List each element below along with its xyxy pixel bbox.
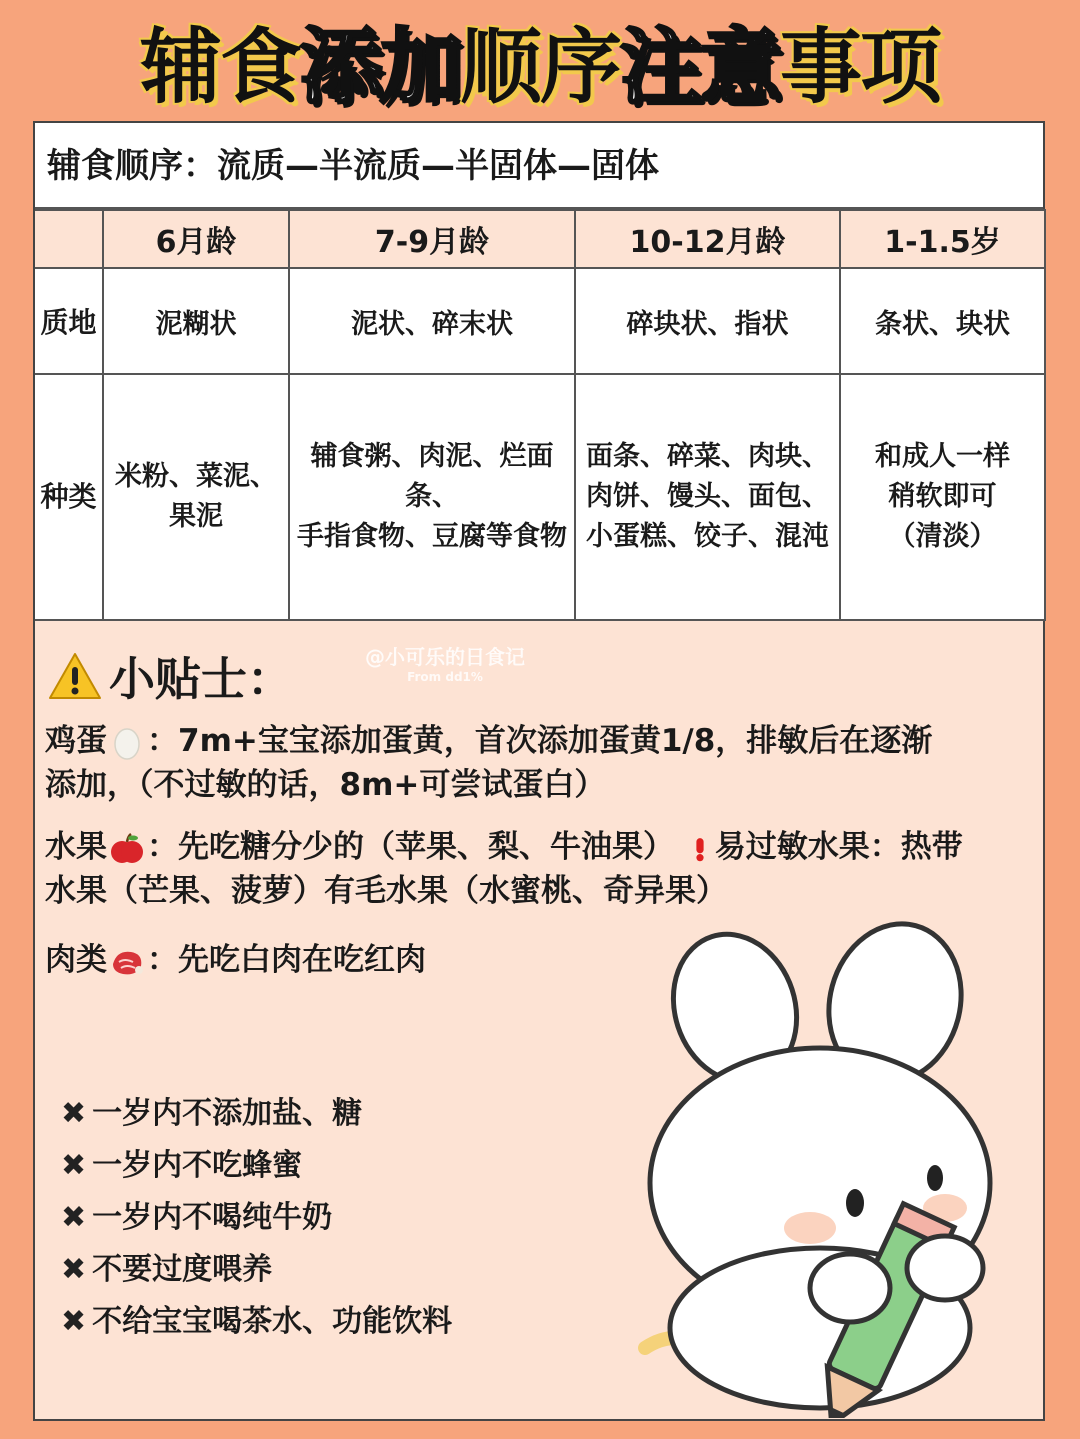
title-part: 注意 [620, 19, 781, 115]
exclamation-icon [687, 831, 713, 867]
table-header-cell: 1-1.5岁 [840, 210, 1045, 268]
watermark-text: @小可乐的日食记 [365, 645, 525, 669]
tip-text: ：先吃糖分少的（苹果、梨、牛油果） [147, 829, 674, 865]
tip-label: 肉类 [45, 942, 107, 978]
tip-text: 添加，（不过敏的话，8m+可尝试蛋白） [45, 767, 606, 803]
cell-line: 稍软即可 [888, 481, 997, 512]
bunny-illustration [605, 908, 1045, 1418]
tip-text: 水果（芒果、菠萝）有毛水果（水蜜桃、奇异果） [45, 873, 727, 909]
tips-heading [47, 643, 293, 709]
info-card [33, 121, 1045, 1421]
title-part: 辅食 [139, 19, 300, 115]
list-item-text: 一岁内不添加盐、糖 [92, 1096, 363, 1131]
meat-icon [109, 944, 145, 980]
cell-line: （清淡） [888, 521, 997, 552]
table-header-row [35, 210, 1045, 268]
egg-icon [109, 725, 145, 761]
tips-title: 小贴士： [109, 652, 293, 706]
list-item-text: 不给宝宝喝茶水、功能饮料 [92, 1304, 453, 1339]
table-header-cell: 6月龄 [103, 210, 289, 268]
list-item-text: 一岁内不吃蜂蜜 [92, 1148, 303, 1183]
title-part: 添加 [299, 19, 460, 115]
feeding-order: 辅食顺序：流质—半流质—半固体—固体 [35, 123, 1043, 209]
tip-text: 易过敏水果：热带 [714, 829, 963, 865]
cell-line: 肉饼、馒头、面包、 [586, 481, 829, 512]
cell-line: 米粉、菜泥、 [115, 461, 277, 492]
x-mark-icon: ✖ [61, 1252, 87, 1287]
table-cell [575, 374, 840, 620]
list-item-text: 一岁内不喝纯牛奶 [92, 1200, 333, 1235]
age-table [35, 209, 1046, 621]
cell-line: 手指食物、豆腐等食物 [297, 521, 567, 552]
x-mark-icon: ✖ [61, 1304, 87, 1339]
apple-icon [109, 831, 145, 867]
warning-icon [47, 651, 103, 701]
title-part: 顺序 [459, 19, 620, 115]
table-cell: 泥状、碎末状 [289, 268, 575, 374]
table-row-kinds [35, 374, 1045, 620]
table-cell [289, 374, 575, 620]
table-cell: 碎块状、指状 [575, 268, 840, 374]
tip-text: ：7m+宝宝添加蛋黄，首次添加蛋黄1/8，排敏后在逐渐 [147, 723, 933, 759]
cell-line: 辅食粥、肉泥、烂面条、 [310, 441, 554, 512]
table-cell: 条状、块状 [840, 268, 1045, 374]
tip-label: 水果 [45, 829, 107, 865]
list-item-text: 不要过度喂养 [92, 1252, 273, 1287]
table-header-cell: 7-9月龄 [289, 210, 575, 268]
x-mark-icon: ✖ [61, 1096, 87, 1131]
watermark [365, 641, 525, 684]
watermark-sub: From dd1% [407, 670, 483, 684]
cell-line: 面条、碎菜、肉块、 [586, 441, 829, 472]
table-cell: 泥糊状 [103, 268, 289, 374]
list-item [61, 1244, 452, 1296]
tip-text: ：先吃白肉在吃红肉 [147, 942, 426, 978]
donts-list [61, 1088, 452, 1348]
tip-label: 鸡蛋 [45, 723, 107, 759]
x-mark-icon: ✖ [61, 1148, 87, 1183]
row-label: 种类 [35, 374, 103, 620]
table-cell [840, 374, 1045, 620]
table-header-cell [35, 210, 103, 268]
title-part: 事项 [780, 19, 941, 115]
x-mark-icon: ✖ [61, 1200, 87, 1235]
cell-line: 小蛋糕、饺子、混沌 [586, 521, 829, 552]
table-cell [103, 374, 289, 620]
table-header-cell: 10-12月龄 [575, 210, 840, 268]
table-row-texture [35, 268, 1045, 374]
list-item [61, 1088, 452, 1140]
cell-line: 果泥 [169, 501, 223, 532]
list-item [61, 1192, 452, 1244]
list-item [61, 1296, 452, 1348]
row-label: 质地 [35, 268, 103, 374]
cell-line: 和成人一样 [875, 441, 1010, 472]
list-item [61, 1140, 452, 1192]
page-title [0, 20, 1080, 115]
tip-egg [45, 719, 1035, 807]
tip-fruit [45, 825, 1035, 913]
